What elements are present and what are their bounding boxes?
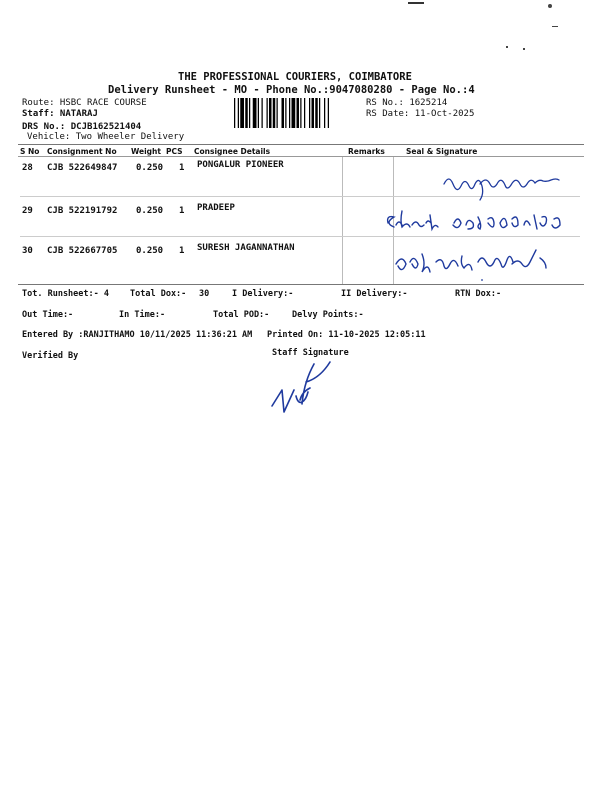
row-weight: 0.250	[136, 206, 164, 216]
table-top-rule	[18, 144, 584, 145]
barcode-bar	[328, 98, 329, 128]
barcode-bar	[300, 98, 301, 128]
barcode-bar	[240, 98, 244, 128]
barcode-bar	[289, 98, 290, 128]
barcode-bar	[319, 98, 320, 128]
row-sno: 29	[22, 206, 33, 216]
barcode-bar	[304, 98, 305, 128]
out-time: Out Time:-	[22, 310, 74, 320]
total-dox-value: 30	[199, 289, 210, 299]
entered-by: Entered By :RANJITHAMO 10/11/2025 11:36:21 AM	[22, 330, 253, 340]
barcode-bar	[315, 98, 318, 128]
barcode-bar	[292, 98, 296, 128]
stray-mark	[523, 48, 525, 50]
barcode-bar	[312, 98, 315, 128]
barcode-bar	[262, 98, 263, 128]
total-pod: Total POD:-	[213, 310, 270, 320]
barcode-bar	[269, 98, 272, 128]
grid-line	[342, 157, 343, 284]
row-consignment: CJB 522649847	[47, 163, 118, 173]
row-consignee: PONGALUR PIONEER	[197, 160, 284, 170]
rs-date: RS Date: 11-Oct-2025	[366, 109, 475, 119]
drs-number: DRS No.: DCJB162521404	[22, 122, 142, 132]
col-consignee: Consignee Details	[194, 147, 271, 156]
barcode-bar	[273, 98, 276, 128]
row-weight: 0.250	[136, 163, 164, 173]
row-pcs: 1	[179, 163, 185, 173]
col-consignment: Consignment No	[47, 147, 117, 156]
row-consignment: CJB 522191792	[47, 206, 118, 216]
barcode-bar	[238, 98, 239, 128]
ii-delivery: II Delivery:-	[341, 289, 408, 299]
row-consignment: CJB 522667705	[47, 246, 118, 256]
tot-runsheet: Tot. Runsheet:- 4	[22, 289, 109, 299]
row-consignee: PRADEEP	[197, 203, 235, 213]
col-sno: S No	[20, 147, 40, 156]
row-sno: 30	[22, 246, 33, 256]
signature-row29-handwriting	[384, 205, 569, 237]
barcode-bar	[245, 98, 248, 128]
printed-on: Printed On: 11-10-2025 12:05:11	[267, 330, 426, 340]
rtn-dox: RTN Dox:-	[455, 289, 502, 299]
delvy-points: Delvy Points:-	[292, 310, 364, 320]
signature-row30-handwriting	[392, 246, 572, 282]
barcode-bar	[297, 98, 300, 128]
stray-mark	[506, 46, 508, 48]
signature-row28-handwriting	[440, 170, 575, 206]
barcode-bar	[282, 98, 285, 128]
barcode-bar	[277, 98, 278, 128]
rs-number: RS No.: 1625214	[366, 98, 448, 108]
row-pcs: 1	[179, 246, 185, 256]
staff-signature-label: Staff Signature	[272, 348, 349, 358]
barcode-bar	[234, 98, 235, 128]
i-delivery: I Delivery:-	[232, 289, 294, 299]
stray-mark	[552, 26, 558, 27]
col-remarks: Remarks	[348, 147, 385, 156]
row-weight: 0.250	[136, 246, 164, 256]
barcode-image	[234, 98, 362, 128]
row-sno: 28	[22, 163, 33, 173]
barcode-bar	[285, 98, 286, 128]
table-bottom-rule	[18, 284, 584, 285]
col-seal: Seal & Signature	[406, 147, 478, 156]
barcode-bar	[258, 98, 259, 128]
company-title: THE PROFESSIONAL COURIERS, COIMBATORE	[178, 71, 412, 83]
row-consignee: SURESH JAGANNATHAN	[197, 243, 295, 253]
barcode-bar	[253, 98, 257, 128]
barcode-bar	[309, 98, 310, 128]
vehicle-label: Vehicle: Two Wheeler Delivery	[27, 132, 185, 142]
total-dox-label: Total Dox:-	[130, 289, 187, 299]
header-rule	[18, 156, 584, 157]
verified-by: Verified By	[22, 351, 79, 361]
route-label: Route: HSBC RACE COURSE	[22, 98, 147, 108]
col-pcs: PCS	[166, 147, 183, 156]
in-time: In Time:-	[119, 310, 166, 320]
stray-mark	[408, 2, 424, 4]
staff-signature-handwriting	[266, 360, 338, 416]
col-weight: Weight	[131, 147, 161, 156]
runsheet-title: Delivery Runsheet - MO - Phone No.:9047080280 - Page No.:4	[108, 84, 475, 96]
barcode-bar	[267, 98, 268, 128]
row-pcs: 1	[179, 206, 185, 216]
barcode-bar	[249, 98, 250, 128]
staff-label: Staff: NATARAJ	[22, 109, 98, 119]
barcode-bar	[324, 98, 325, 128]
stray-mark	[548, 4, 552, 8]
